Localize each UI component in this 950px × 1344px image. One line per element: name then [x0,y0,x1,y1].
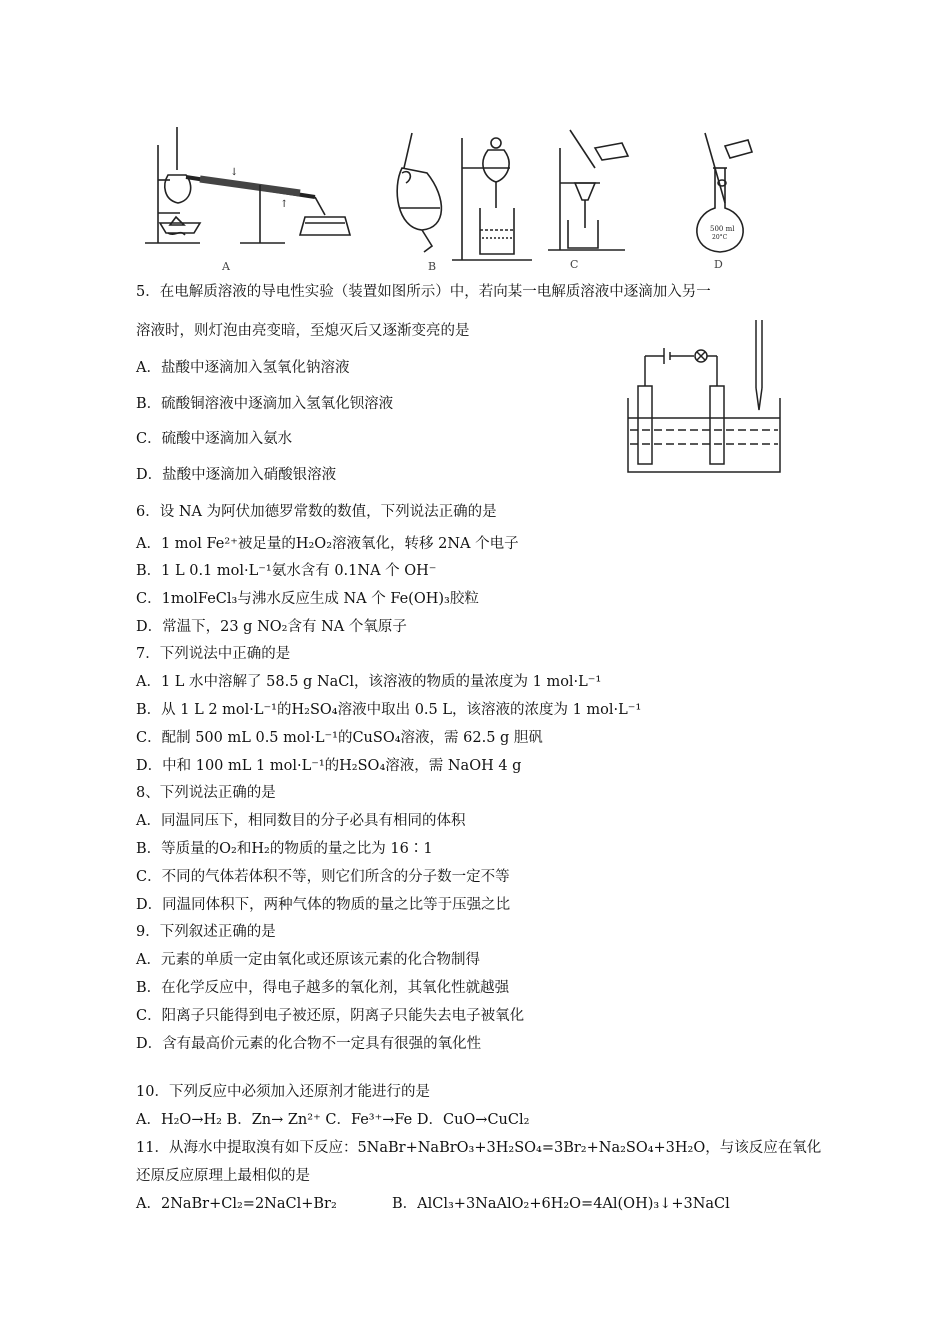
apparatus-b-separatory-funnel [392,128,542,273]
q11-option-b: B．AlCl₃+3NaAlO₂+6H₂O=4Al(OH)₃↓+3NaCl [392,1196,730,1212]
q5-stem-line1: 5．在电解质溶液的导电性实验（装置如图所示）中，若向某一电解质溶液中逐滴加入另一 [136,284,711,300]
q7-option-a: A．1 L 水中溶解了 58.5 g NaCl，该溶液的物质的量浓度为 1 mol·L⁻¹ [136,674,602,690]
q6-option-c: C．1molFeCl₃与沸水反应生成 NA 个 Fe(OH)₃胶粒 [136,591,479,607]
q11-stem-line1: 11．从海水中提取溴有如下反应：5NaBr+NaBrO₃+3H₂SO₄=3Br₂+Na₂SO₄+3H₂O，与该反应在氧化 [136,1140,822,1156]
q9-stem: 9．下列叙述正确的是 [136,924,276,940]
q9-option-a: A．元素的单质一定由氧化或还原该元素的化合物制得 [136,952,480,968]
apparatus-d-label: D [714,258,723,271]
q10-options: A．H₂O→H₂ B．Zn→ Zn²⁺ C．Fe³⁺→Fe D．CuO→CuCl₂ [136,1112,530,1128]
q9-option-d: D．含有最高价元素的化合物不一定具有很强的氧化性 [136,1036,482,1052]
q7-stem: 7．下列说法中正确的是 [136,646,291,662]
q5-option-c: C．硫酸中逐滴加入氨水 [136,431,293,447]
q9-option-c: C．阳离子只能得到电子被还原，阴离子只能失去电子被氧化 [136,1008,525,1024]
apparatus-c-label: C [570,258,579,271]
apparatus-a-label: A [222,260,230,273]
svg-text:↑: ↑ [280,199,289,210]
svg-text:↓: ↓ [230,167,239,178]
q5-option-a: A．盐酸中逐滴加入氢氧化钠溶液 [136,360,350,376]
conductivity-apparatus [620,318,790,478]
svg-text:500 ml: 500 ml [710,225,735,233]
q11-option-a: A．2NaBr+Cl₂=2NaCl+Br₂ [136,1196,337,1212]
q6-option-b: B．1 L 0.1 mol·L⁻¹氨水含有 0.1NA 个 OH⁻ [136,563,437,579]
apparatus-d-volumetric-flask [680,128,780,273]
apparatus-a-distillation [140,125,370,275]
q9-option-b: B．在化学反应中，得电子越多的氧化剂，其氧化性就越强 [136,980,510,996]
apparatus-c-filtration [540,128,660,273]
q8-option-c: C．不同的气体若体积不等，则它们所含的分子数一定不等 [136,869,510,885]
q8-option-a: A．同温同压下，相同数目的分子必具有相同的体积 [136,813,466,829]
q11-stem-line2: 还原反应原理上最相似的是 [136,1168,310,1184]
q5-option-b: B．硫酸铜溶液中逐滴加入氢氧化钡溶液 [136,396,394,412]
q8-option-b: B．等质量的O₂和H₂的物质的量之比为 16∶1 [136,841,433,857]
q7-option-d: D．中和 100 mL 1 mol·L⁻¹的H₂SO₄溶液，需 NaOH 4 g [136,758,522,774]
q5-option-d: D．盐酸中逐滴加入硝酸银溶液 [136,467,337,483]
q7-option-c: C．配制 500 mL 0.5 mol·L⁻¹的CuSO₄溶液，需 62.5 g 胆矾 [136,730,543,746]
q6-option-a: A．1 mol Fe²⁺被足量的H₂O₂溶液氧化，转移 2NA 个电子 [136,536,519,552]
svg-text:20°C: 20°C [712,234,728,241]
q7-option-b: B．从 1 L 2 mol·L⁻¹的H₂SO₄溶液中取出 0.5 L，该溶液的浓度为 1 mol·L⁻¹ [136,702,642,718]
q8-stem: 8、下列说法正确的是 [136,785,276,801]
q8-option-d: D．同温同体积下，两种气体的物质的量之比等于压强之比 [136,897,511,913]
q10-stem: 10．下列反应中必须加入还原剂才能进行的是 [136,1084,430,1100]
q5-stem-line2: 溶液时，则灯泡由亮变暗，至熄灭后又逐渐变亮的是 [136,323,470,339]
q6-option-d: D．常温下，23 g NO₂含有 NA 个氧原子 [136,619,407,635]
q6-stem: 6．设 NA 为阿伏加德罗常数的数值，下列说法正确的是 [136,504,497,520]
apparatus-b-label: B [428,260,437,273]
